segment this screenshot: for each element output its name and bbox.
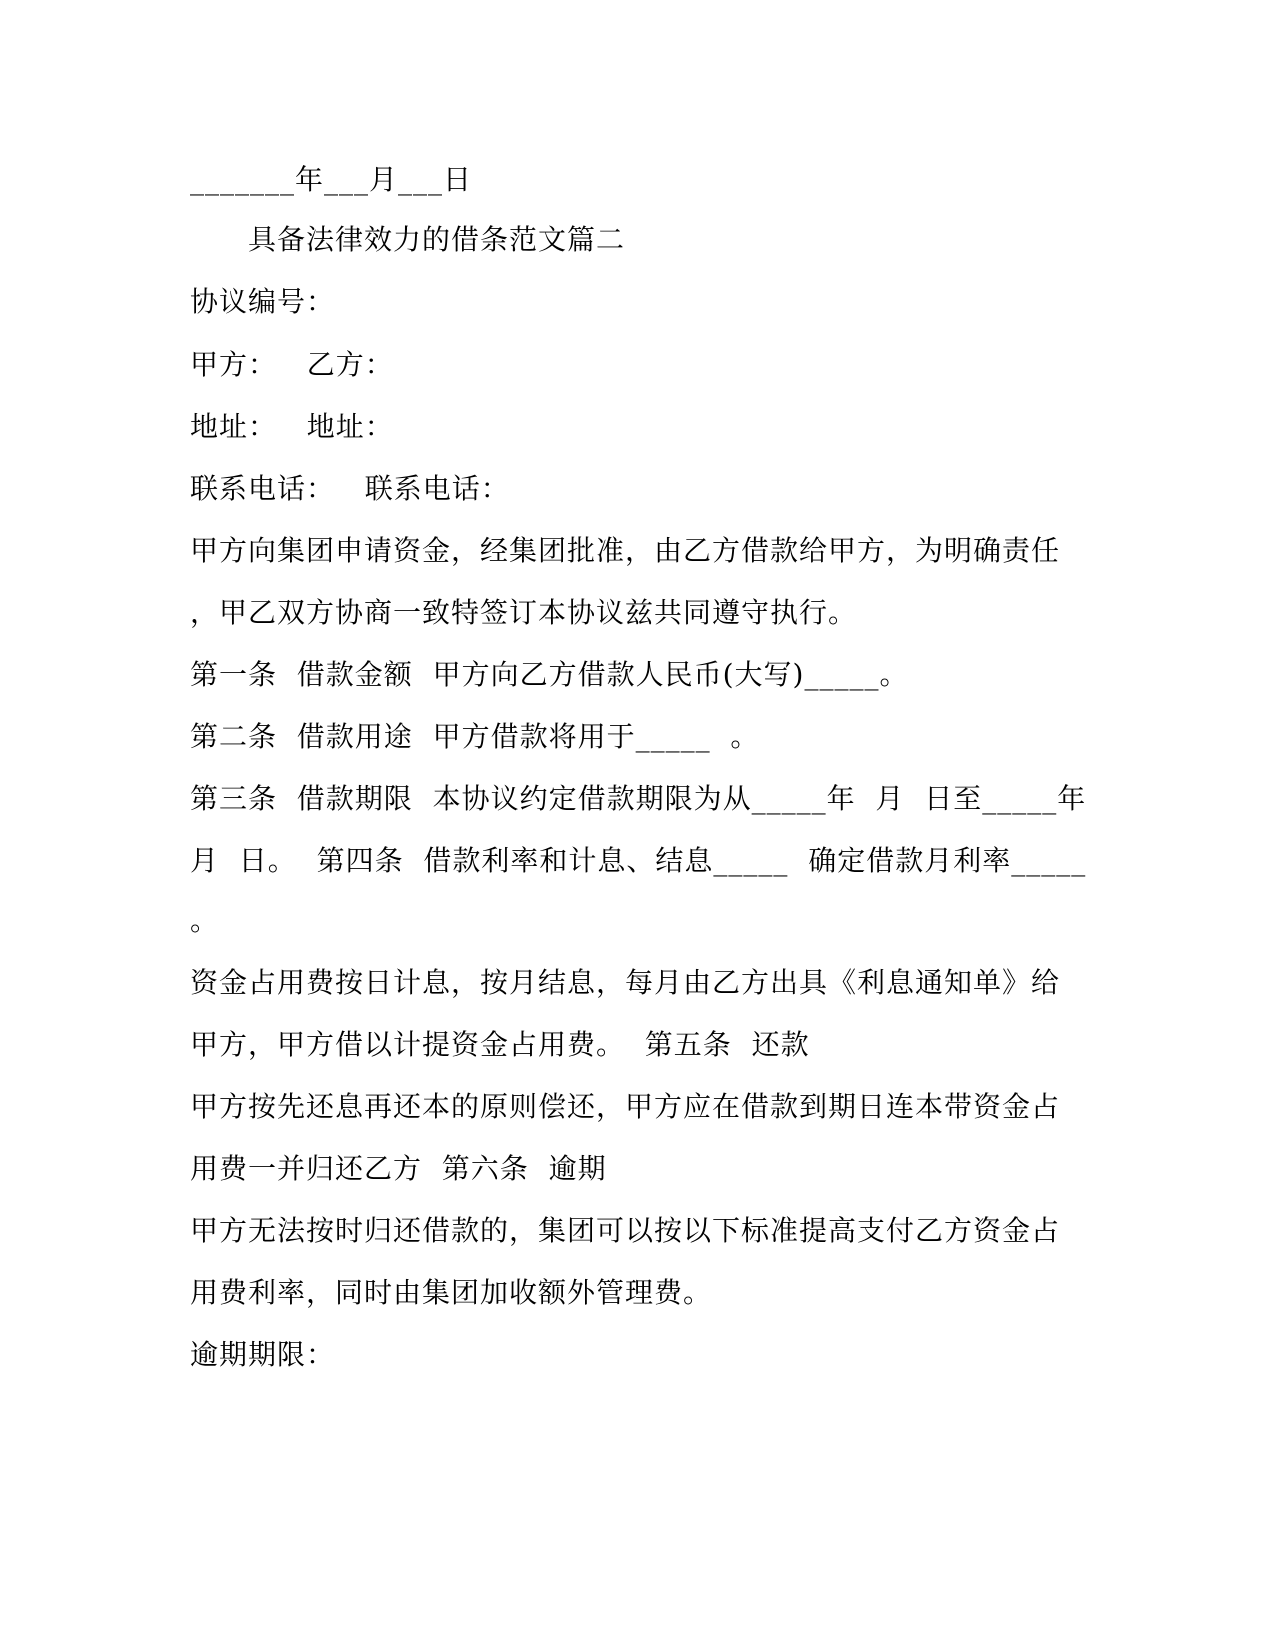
article-five-line: 甲方，甲方借以计提资金占用费。 第五条 还款 [190, 1028, 810, 1061]
phone-line: 联系电话： 联系电话： [190, 472, 510, 505]
paragraph-line: 。 [190, 904, 220, 937]
paragraph-line: 甲方向集团申请资金，经集团批准，由乙方借款给甲方，为明确责任 [190, 534, 1061, 567]
paragraph-line: 甲方无法按时归还借款的，集团可以按以下标准提高支付乙方资金占 [190, 1214, 1061, 1247]
paragraph-line: ，甲乙双方协商一致特签订本协议兹共同遵守执行。 [190, 596, 858, 629]
paragraph-line: 甲方按先还息再还本的原则偿还，甲方应在借款到期日连本带资金占 [190, 1090, 1061, 1123]
article-four-line: 月 日。 第四条 借款利率和计息、结息_____ 确定借款月利率_____ [190, 844, 1087, 877]
section-title: 具备法律效力的借条范文篇二 [248, 223, 626, 256]
paragraph-line: 资金占用费按日计息，按月结息，每月由乙方出具《利息通知单》给 [190, 966, 1061, 999]
date-line: _______年___月___日 [190, 163, 473, 196]
article-two-line: 第二条 借款用途 甲方借款将用于_____ 。 [190, 720, 760, 753]
overdue-term-label: 逾期期限： [190, 1338, 336, 1371]
parties-line: 甲方： 乙方： [190, 348, 394, 381]
paragraph-line: 用费利率，同时由集团加收额外管理费。 [190, 1276, 713, 1309]
agreement-number-label: 协议编号： [190, 285, 336, 318]
article-three-line: 第三条 借款期限 本协议约定借款期限为从_____年 月 日至_____年 [190, 782, 1087, 815]
address-line: 地址： 地址： [190, 410, 394, 443]
article-six-line: 用费一并归还乙方 第六条 逾期 [190, 1152, 607, 1185]
article-one-line: 第一条 借款金额 甲方向乙方借款人民币(大写)_____。 [190, 658, 909, 691]
